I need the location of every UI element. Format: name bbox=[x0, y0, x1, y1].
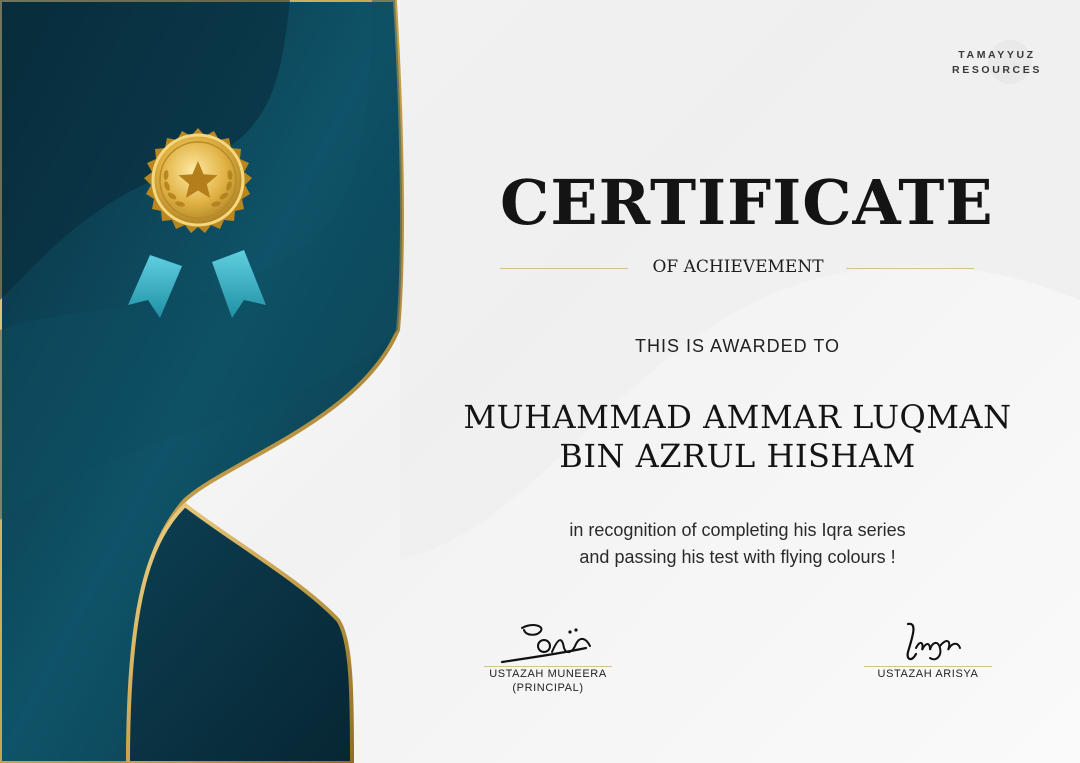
recipient-name-line2: BIN AZRUL HISHAM bbox=[559, 437, 916, 475]
signature-block-teacher bbox=[858, 618, 998, 681]
recipient-name bbox=[420, 398, 1055, 476]
signature-teacher bbox=[868, 618, 988, 666]
brand-line1: TAMAYYUZ bbox=[958, 49, 1036, 61]
subtitle-rule-right bbox=[846, 268, 974, 269]
signatory-name-teacher: USTAZAH ARISYA bbox=[877, 668, 979, 680]
brand-logo bbox=[942, 48, 1052, 78]
recipient-name-line1: MUHAMMAD AMMAR LUQMAN bbox=[463, 398, 1012, 436]
awarded-to-label: THIS IS AWARDED TO bbox=[634, 336, 841, 356]
signature-principal bbox=[488, 618, 608, 666]
signature-block-principal bbox=[478, 618, 618, 695]
recognition-text bbox=[500, 517, 975, 571]
recognition-line1: in recognition of completing his Iqra series bbox=[569, 520, 906, 540]
recognition-line2: and passing his test with flying colours ! bbox=[579, 547, 896, 567]
certificate-subtitle: OF ACHIEVEMENT bbox=[652, 257, 824, 277]
signatory-role-principal: (PRINCIPAL) bbox=[512, 682, 584, 694]
signatory-name-principal: USTAZAH MUNEERA bbox=[489, 668, 607, 680]
brand-line2: RESOURCES bbox=[952, 64, 1042, 76]
certificate-title: CERTIFICATE bbox=[500, 166, 994, 239]
subtitle-rule-left bbox=[500, 268, 628, 269]
